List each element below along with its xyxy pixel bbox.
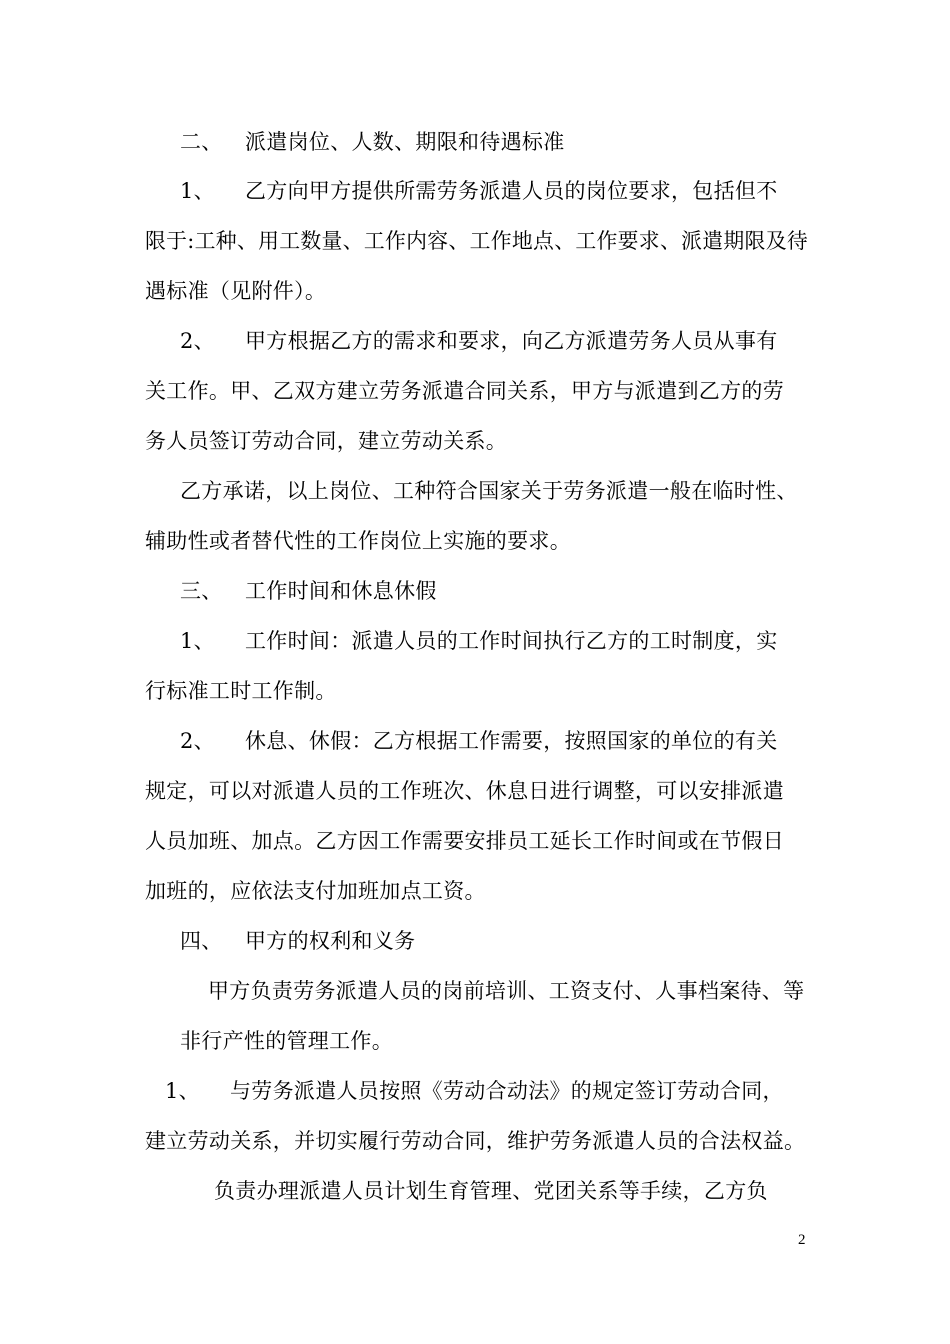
line-text: 辅助性或者替代性的工作岗位上实施的要求。 [145, 529, 571, 553]
line-text: 甲方根据乙方的需求和要求，向乙方派遣劳务人员从事有 [245, 329, 778, 353]
line-text: 限于:工种、用工数量、工作内容、工作地点、工作要求、派遣期限及待 [145, 229, 809, 253]
list-marker: 1、 [180, 179, 215, 203]
line-text: 乙方向甲方提供所需劳务派遣人员的岗位要求，包括但不 [245, 179, 778, 203]
list-marker: 2、 [180, 329, 215, 353]
list-marker: 四、 [180, 929, 223, 953]
line-text: 务人员签订劳动合同，建立劳动关系。 [145, 429, 508, 453]
line-text: 遇标准（见附件）。 [145, 279, 327, 303]
list-marker: 1、 [165, 1079, 200, 1103]
line-text: 甲方负责劳务派遣人员的岗前培训、工资支付、人事档案待、等 [208, 979, 805, 1003]
line-text: 关工作。甲、乙双方建立劳务派遣合同关系，甲方与派遣到乙方的劳 [145, 379, 784, 403]
line-text: 非行产性的管理工作。 [180, 1029, 393, 1053]
line-text: 人员加班、加点。乙方因工作需要安排员工延长工作时间或在节假日 [145, 829, 784, 853]
line-text: 与劳务派遣人员按照《劳动合动法》的规定签订劳动合同， [230, 1079, 784, 1103]
line-text: 工作时间：派遣人员的工作时间执行乙方的工时制度，实 [245, 629, 778, 653]
list-marker: 二、 [180, 130, 223, 154]
list-marker: 1、 [180, 629, 215, 653]
line-text: 甲方的权利和义务 [245, 929, 416, 953]
line-text: 休息、休假：乙方根据工作需要，按照国家的单位的有关 [245, 729, 778, 753]
page-number: 2 [798, 1232, 806, 1248]
line-text: 负责办理派遣人员计划生育管理、党团关系等手续，乙方负 [214, 1179, 768, 1203]
line-text: 建立劳动关系，并切实履行劳动合同，维护劳务派遣人员的合法权益。 [145, 1129, 806, 1153]
line-text: 规定，可以对派遣人员的工作班次、休息日进行调整，可以安排派遣 [145, 779, 784, 803]
list-marker: 2、 [180, 729, 215, 753]
line-text: 乙方承诺，以上岗位、工种符合国家关于劳务派遣一般在临时性、 [180, 479, 798, 503]
line-text: 加班的，应依法支付加班加点工资。 [145, 879, 486, 903]
list-marker: 三、 [180, 579, 223, 603]
line-text: 行标准工时工作制。 [145, 679, 337, 703]
line-text: 工作时间和休息休假 [245, 579, 437, 603]
line-text: 派遣岗位、人数、期限和待遇标准 [245, 130, 565, 154]
